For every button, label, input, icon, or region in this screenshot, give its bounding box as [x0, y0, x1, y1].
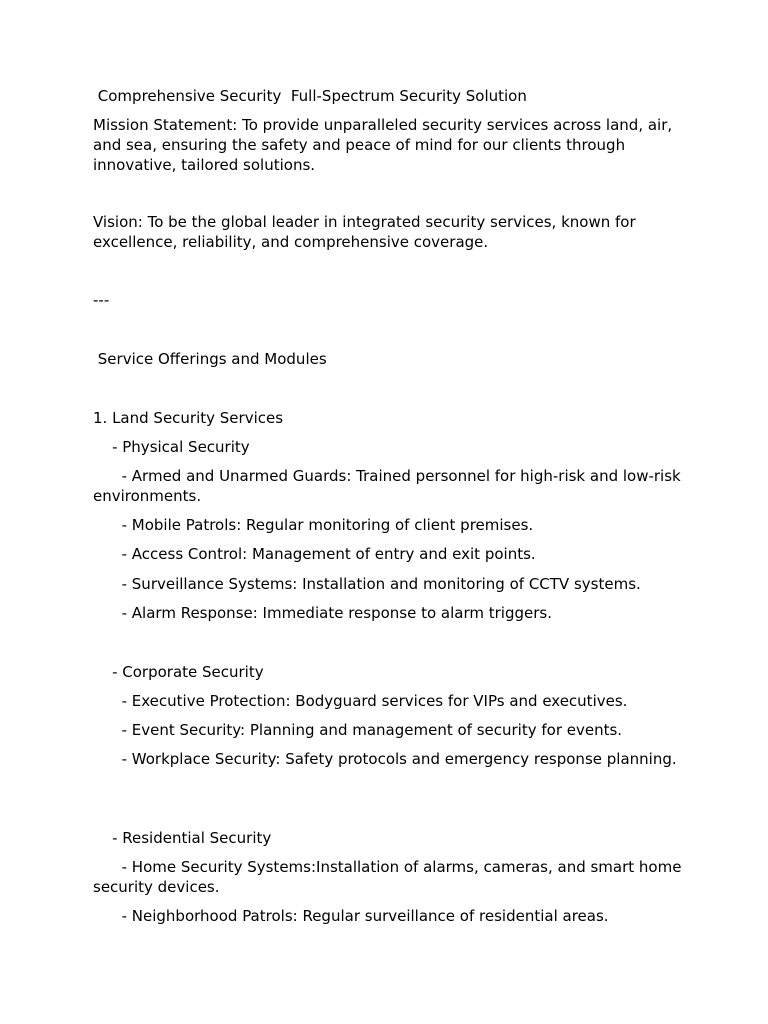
residential-security-heading: - Residential Security: [93, 829, 272, 847]
land-heading: 1. Land Security Services: [93, 409, 284, 427]
list-item: - Executive Protection: Bodyguard services for VIPs and executives.: [93, 692, 628, 710]
list-item: - Neighborhood Patrols: Regular surveillance of residential areas.: [93, 907, 609, 925]
list-item: - Alarm Response: Immediate response to alarm triggers.: [93, 604, 552, 622]
vision-statement: Vision: To be the global leader in integrated security services, known for excellence, reliability, and comprehensive coverage.: [93, 213, 641, 251]
list-item: - Workplace Security: Safety protocols and emergency response planning.: [93, 750, 677, 768]
list-item: - Surveillance Systems: Installation and monitoring of CCTV systems.: [93, 575, 641, 593]
separator: ---: [93, 291, 110, 309]
physical-security-heading: - Physical Security: [93, 438, 250, 456]
section-heading: Service Offerings and Modules: [93, 350, 327, 368]
list-item: - Home Security Systems:Installation of alarms, cameras, and smart home security devices.: [93, 858, 687, 896]
list-item: - Mobile Patrols: Regular monitoring of client premises.: [93, 516, 534, 534]
list-item: - Event Security: Planning and management of security for events.: [93, 721, 623, 739]
mission-statement: Mission Statement: To provide unparalleled security services across land, air, and sea, ensuring the safety and peace of mind for our clients through innovative, tailored solutions.: [93, 116, 677, 174]
list-item: - Armed and Unarmed Guards: Trained personnel for high-risk and low-risk environments.: [93, 467, 686, 505]
document-title: Comprehensive Security Full-Spectrum Security Solution: [93, 87, 527, 105]
corporate-security-heading: - Corporate Security: [93, 663, 264, 681]
list-item: - Access Control: Management of entry and exit points.: [93, 545, 536, 563]
